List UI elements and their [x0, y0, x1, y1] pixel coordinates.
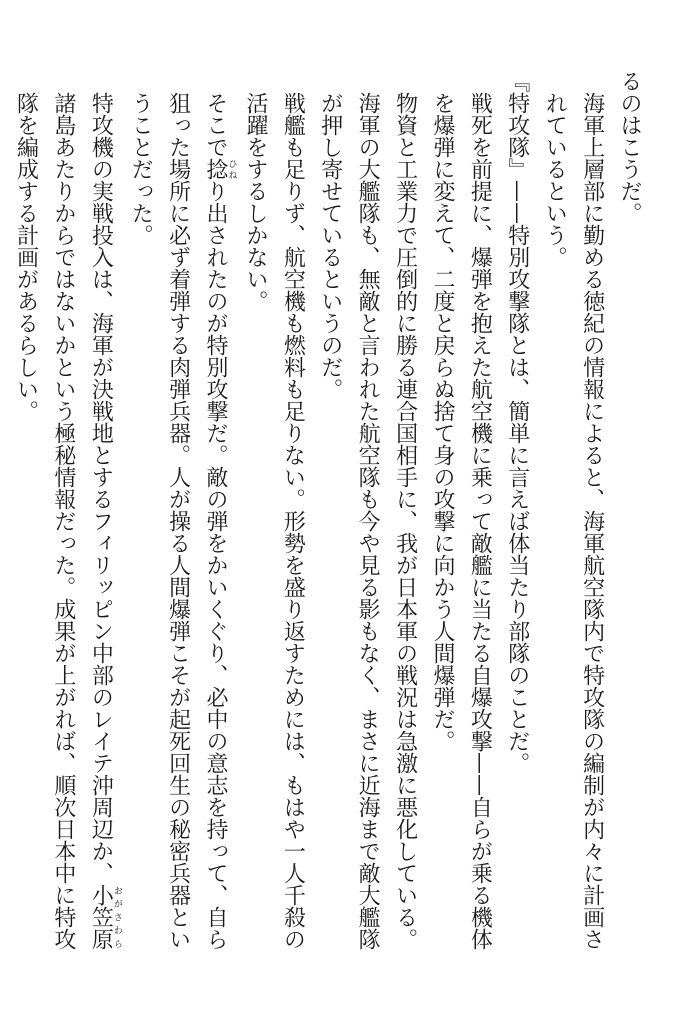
paragraph-4: 戦死を前提に、爆弾を抱えた航空機に乗って敵艦に当たる自爆攻撃——自らが乗る機体を爆弾に変えて、二度と戻らぬ捨て身の攻撃に向かう人間爆弾だ。 — [429, 92, 493, 950]
paragraph-6: 戦艦も足りず、航空機も燃料も足りない。形勢を盛り返すためには、もはや一人千殺の活躍をするしかない。 — [242, 92, 306, 950]
paragraph-8-before: 特攻機の実戦投入は、海軍が決戦地とするフィリッピン中部のレイテ沖周辺か、 — [88, 92, 114, 884]
vertical-text-body — [7, 70, 648, 970]
paragraph-1: るのはこうだ。 — [617, 70, 642, 224]
paragraph-3: 『特攻隊』——特別攻撃隊とは、簡単に言えば体当たり部隊のことだ。 — [504, 70, 530, 774]
paragraph-7 — [122, 70, 237, 970]
ruby-hine — [203, 158, 237, 180]
paragraph-5: 物資と工業力で圧倒的に勝る連合国相手に、我が日本軍の戦況は急激に悪化している。海軍の大艦隊も、無敵と言われた航空隊も今や見る影もなく、まさに近海まで敵大艦隊が押し寄せているというのだ。 — [317, 92, 418, 950]
ruby-hine-reading: ひね — [226, 158, 237, 180]
paragraph-7-after: り出されたのが特別攻撃だ。敵の弾をかいくぐり、必中の意志を持って、自ら狙った場所に必ず着弾する肉弾兵器。人が操る人間爆弾こそが起死回生の秘密兵器ということだった。 — [128, 92, 229, 950]
paragraph-8 — [7, 70, 122, 970]
ruby-hine-base: 捻 — [203, 158, 229, 180]
paragraph-8-after: 諸島あたりからではないかという極秘情報だった。成果が上がれば、順次日本中に特攻隊を編成する計画があるらしい。 — [13, 92, 76, 950]
ruby-ogasawara — [88, 884, 122, 950]
paragraph-7-before: そこで — [203, 92, 229, 158]
ruby-ogasawara-base: 小笠原 — [88, 884, 114, 950]
paragraph-2: 海軍上層部に勤める徳紀の情報によると、海軍航空隊内で特攻隊の編制が内々に計画されているという。 — [542, 92, 605, 950]
ruby-ogasawara-reading: おがさわら — [111, 884, 122, 950]
